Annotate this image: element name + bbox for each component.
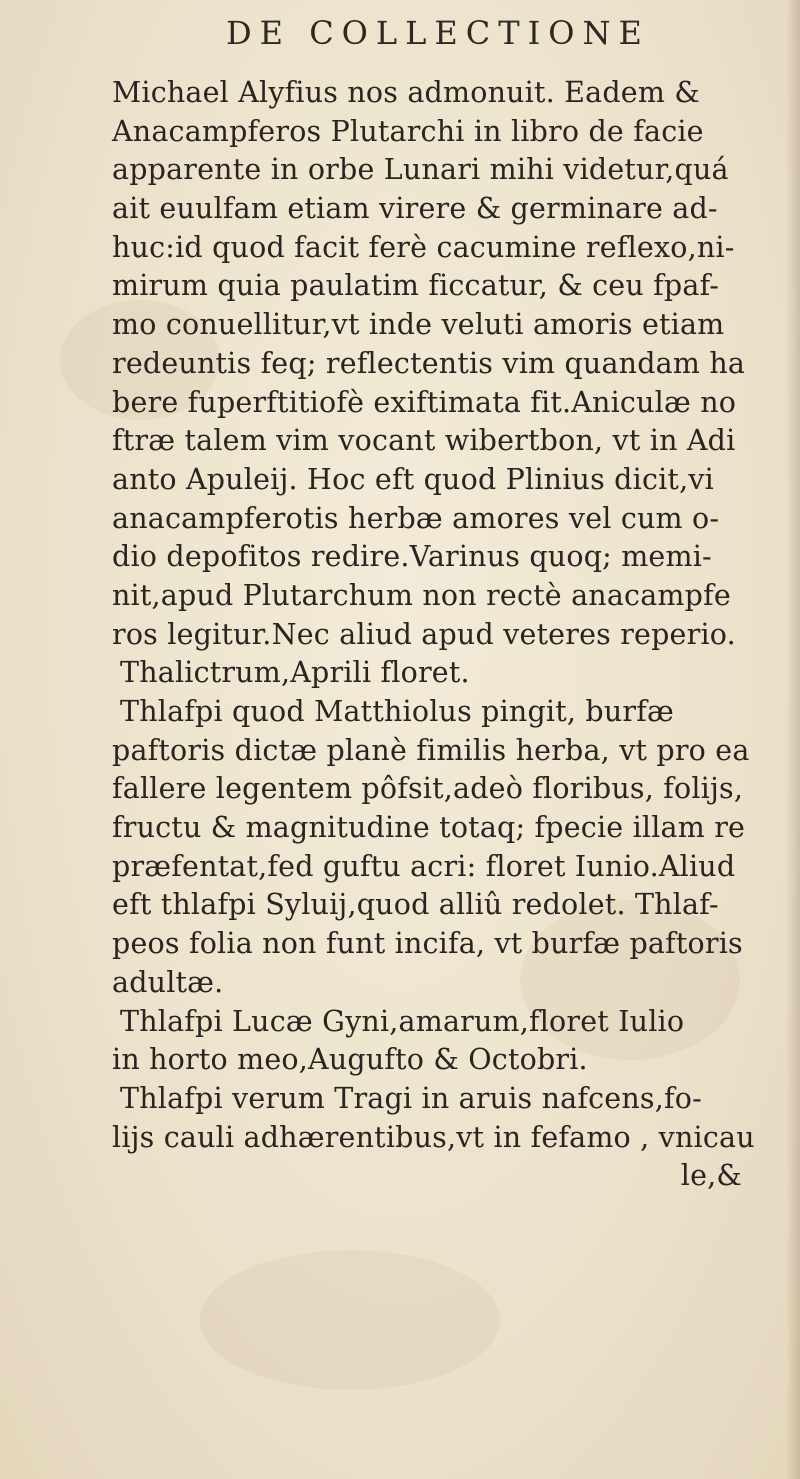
text-line: ait euulfam etiam virere & germinare ad- [112,192,718,226]
text-line: huc:id quod facit ferè cacumine reflexo,ni- [112,230,735,264]
text-line: lijs cauli adhærentibus,vt in fefamo , vnicau [112,1120,755,1154]
text-line: in horto meo,Augufto & Octobri. [112,1043,588,1077]
text-line: præfentat,fed guftu acri: floret Iunio.Aliud [112,849,736,883]
text-line: fallere legentem pôfsit,adeò floribus, folijs, [112,772,744,806]
text-line: Thalictrum,Aprili floret. [120,656,470,690]
text-line: anacampferotis herbæ amores vel cum o- [112,501,720,535]
catchword: le,& [680,1159,742,1193]
text-line: peos folia non funt incifa, vt burfæ paftoris [112,927,743,961]
text-line: Thlafpi verum Tragi in aruis nafcens,fo- [120,1081,702,1115]
text-line: mo conuellitur,vt inde veluti amoris etiam [112,308,725,342]
body-text [112,74,792,1196]
text-line: Thlafpi quod Matthiolus pingit, burfæ [120,695,674,728]
running-head: DE COLLECTIONE [226,14,650,52]
text-line: Michael Alyfius nos admonuit. Eadem & [112,76,700,109]
text-line: fructu & magnitudine totaq; fpecie illam re [112,811,746,845]
text-line: adultæ. [112,965,224,999]
text-line: ros legitur.Nec aliud apud veteres reperio. [112,617,736,651]
paper-stain [200,1250,500,1390]
text-line: eft thlafpi Syluij,quod alliû redolet. Thlaf- [112,888,719,922]
text-line: apparente in orbe Lunari mihi videtur,quá [112,153,729,187]
text-line: dio depofitos redire.Varinus quoq; memi- [112,540,712,574]
text-line: paftoris dictæ planè fimilis herba, vt pro ea [112,733,750,767]
text-line: Thlafpi Lucæ Gyni,amarum,floret Iulio [120,1004,685,1038]
text-line: anto Apuleij. Hoc eft quod Plinius dicit,vi [112,462,714,496]
text-line: ftræ talem vim vocant wibertbon, vt in Adi [112,424,736,458]
text-line: mirum quia paulatim ficcatur, & ceu fpaf- [112,269,720,303]
text-line: redeuntis feq; reflectentis vim quandam ha [112,346,746,380]
text-line: bere fuperftitiofè exiftimata fit.Aniculæ no [112,385,737,419]
text-line: Anacampferos Plutarchi in libro de facie [112,114,704,148]
text-line: nit,apud Plutarchum non rectè anacampfe [112,578,731,612]
